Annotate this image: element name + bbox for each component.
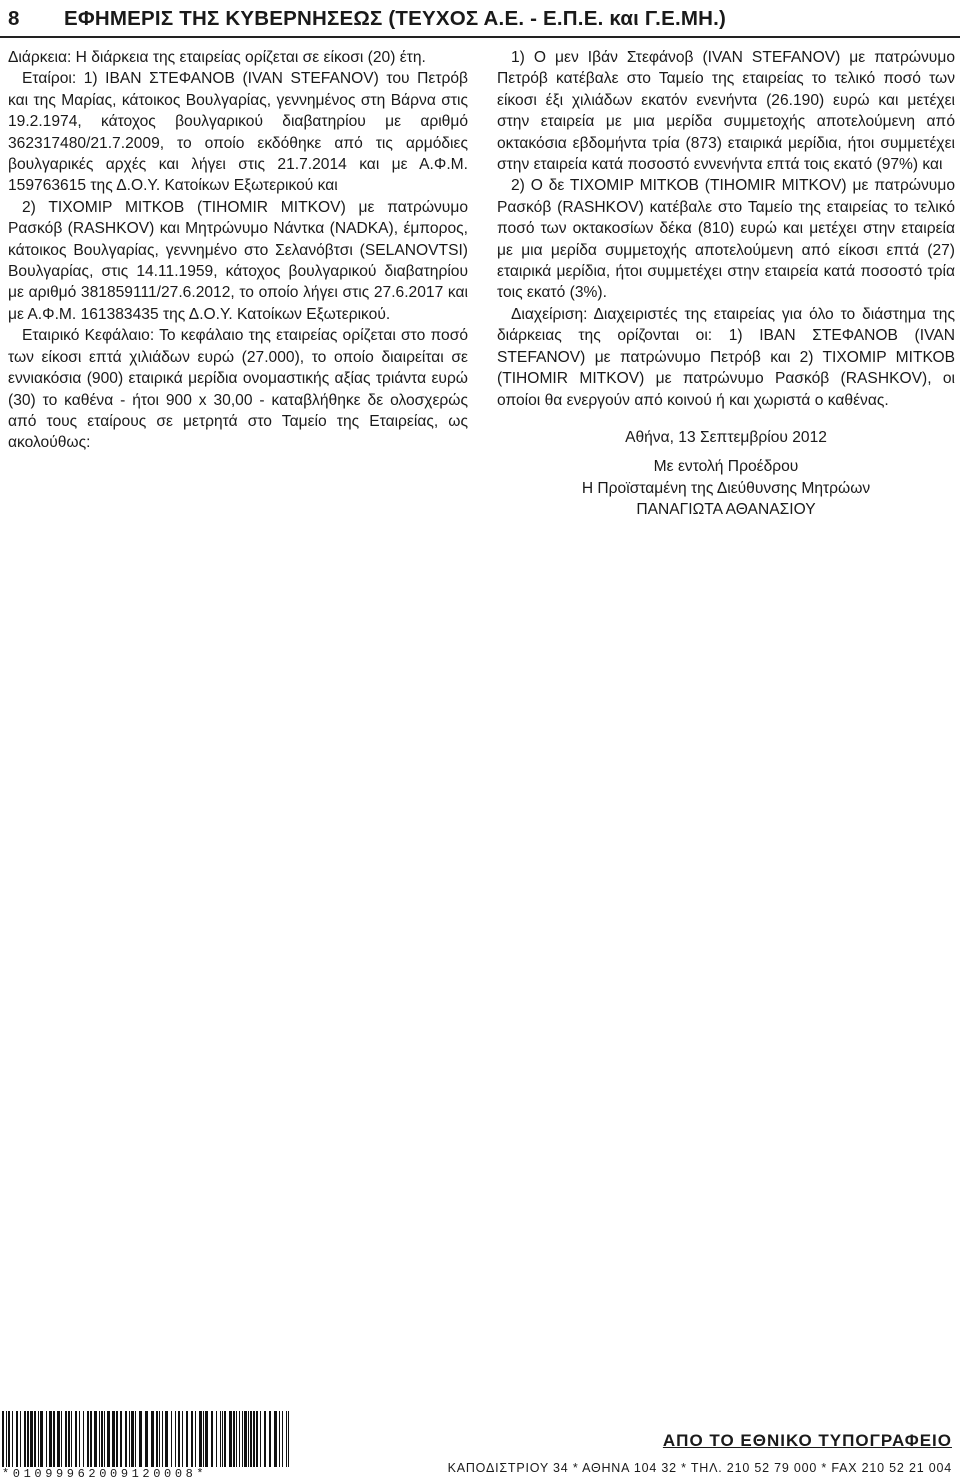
barcode-bar xyxy=(120,1411,122,1467)
barcode-bar xyxy=(20,1411,21,1467)
barcode-bar xyxy=(145,1411,148,1467)
barcode-bar xyxy=(286,1411,287,1467)
barcode-number: *01099962009120008* xyxy=(2,1467,208,1481)
page-number: 8 xyxy=(8,7,20,30)
order-line: Με εντολή Προέδρου xyxy=(653,458,799,476)
barcode-bar xyxy=(139,1411,142,1467)
barcode-bar xyxy=(107,1411,110,1467)
barcode-bar xyxy=(8,1411,10,1467)
printer-block xyxy=(448,1430,952,1476)
barcode-bar xyxy=(99,1411,100,1467)
barcode-bar xyxy=(159,1411,160,1467)
barcode xyxy=(2,1411,292,1467)
barcode-bar xyxy=(264,1411,266,1467)
barcode-bar xyxy=(30,1411,33,1467)
barcode-bar xyxy=(116,1411,118,1467)
barcode-bar xyxy=(68,1411,70,1467)
barcode-bar xyxy=(288,1411,289,1467)
barcode-bar xyxy=(244,1411,247,1467)
barcode-bar xyxy=(162,1411,163,1467)
barcode-bar xyxy=(182,1411,183,1467)
gazette-title: ΕΦΗΜΕΡΙΣ ΤΗΣ ΚΥΒΕΡΝΗΣΕΩΣ (ΤΕΥΧΟΣ Α.Ε. - Ε.Π.Ε. και Γ.Ε.ΜΗ.) xyxy=(64,7,727,30)
barcode-bar xyxy=(53,1411,55,1467)
barcode-bar xyxy=(279,1411,280,1467)
barcode-bar xyxy=(94,1411,97,1467)
place-date: Αθήνα, 13 Σεπτεμβρίου 2012 xyxy=(625,428,827,446)
barcode-bar xyxy=(233,1411,235,1467)
barcode-bar xyxy=(135,1411,136,1467)
barcode-bar xyxy=(71,1411,72,1467)
barcode-bar xyxy=(239,1411,240,1467)
barcode-bar xyxy=(242,1411,243,1467)
barcode-bar xyxy=(151,1411,154,1467)
barcode-bar xyxy=(256,1411,258,1467)
barcode-bar xyxy=(40,1411,43,1467)
barcode-bar xyxy=(229,1411,232,1467)
barcode-bar xyxy=(2,1411,4,1467)
header-divider xyxy=(0,36,960,38)
printer-address: ΚΑΠΟΔΙΣΤΡΙΟΥ 34 * ΑΘΗΝΑ 104 32 * ΤΗΛ. 210 52 79 000 * FAX 210 52 21 004 xyxy=(447,1461,952,1475)
barcode-bar xyxy=(90,1411,92,1467)
barcode-bar xyxy=(46,1411,47,1467)
barcode-bar xyxy=(199,1411,202,1467)
right-column xyxy=(497,47,955,521)
barcode-bar xyxy=(104,1411,105,1467)
barcode-bar xyxy=(175,1411,176,1467)
page-header xyxy=(8,4,952,34)
barcode-bar xyxy=(260,1411,261,1467)
barcode-bar xyxy=(34,1411,36,1467)
barcode-bar xyxy=(211,1411,213,1467)
barcode-bar xyxy=(129,1411,130,1467)
barcode-bar xyxy=(205,1411,208,1467)
barcode-bar xyxy=(282,1411,283,1467)
barcode-bar xyxy=(248,1411,249,1467)
barcode-bar xyxy=(24,1411,26,1467)
second-partner-paragraph: 2) ΤΙΧΟΜΙΡ ΜΙΤΚΟΒ (TIHOMIR MITKOV) με πατρώνυμο Ρασκόβ (RASHKOV) και Μητρώνυμο Νάντκα (NADKA), έμπορος, κάτοικος Βουλγαρίας, γεννημένο στο Σελανόβτσι (SELANOVTSI) Βουλγαρίας, στις 14.11.1959, κάτοχος βουλγαρικού διαβατηρίου με αριθμό 381859111/27.6.2012, το οποίο λήγει στις 27.6.2017 και με Α.Φ.Μ. 161383435 της Δ.Ο.Υ. Κατοίκων Εξωτερικού. xyxy=(8,198,468,323)
barcode-bar xyxy=(186,1411,188,1467)
barcode-bar xyxy=(171,1411,172,1467)
barcode-bar xyxy=(178,1411,180,1467)
barcode-bar xyxy=(195,1411,196,1467)
barcode-bar xyxy=(191,1411,193,1467)
barcode-bar xyxy=(131,1411,134,1467)
signatory-name: ΠΑΝΑΓΙΩΤΑ ΑΘΑΝΑΣΙΟΥ xyxy=(636,501,816,519)
barcode-bar xyxy=(156,1411,158,1467)
barcode-bar xyxy=(79,1411,80,1467)
barcode-bar xyxy=(250,1411,252,1467)
barcode-bar xyxy=(101,1411,103,1467)
barcode-bar xyxy=(236,1411,237,1467)
barcode-bar xyxy=(12,1411,13,1467)
barcode-bar xyxy=(224,1411,226,1467)
barcode-bar xyxy=(83,1411,84,1467)
barcode-bar xyxy=(6,1411,7,1467)
barcode-bar xyxy=(49,1411,52,1467)
barcode-bar xyxy=(220,1411,221,1467)
partners-paragraph: Εταίροι: 1) ΙΒΑΝ ΣΤΕΦΑΝΟΒ (IVAN STEFANOV) του Πετρόβ και της Μαρίας, κάτοικος Βουλγαρίας, γεννημένος στη Βάρνα στις 19.2.1974, κάτοχος βουλγαρικού διαβατηρίου με αριθμό 362317480/21.7.2009, το οποίο εκδόθηκε από τις αρμόδιες βουλγαρικές αρχές και λήγει στις 21.7.2014 και με Α.Φ.Μ. 159763615 της Δ.Ο.Υ. Κατοίκων Εξωτερικού και xyxy=(8,70,468,195)
signature-block xyxy=(497,427,955,521)
barcode-bar xyxy=(61,1411,62,1467)
printer-name: ΑΠΟ ΤΟ ΕΘΝΙΚΟ ΤΥΠΟΓΡΑΦΕΙΟ xyxy=(662,1431,952,1450)
barcode-bar xyxy=(16,1411,18,1467)
barcode-bar xyxy=(27,1411,29,1467)
barcode-bar xyxy=(87,1411,89,1467)
signatory-role: Η Προϊσταμένη της Διεύθυνσης Μητρώων xyxy=(581,479,871,497)
left-column xyxy=(8,47,468,454)
barcode-bar xyxy=(75,1411,77,1467)
barcode-bar xyxy=(125,1411,127,1467)
barcode-bar xyxy=(57,1411,60,1467)
barcode-bar xyxy=(112,1411,115,1467)
duration-paragraph: Διάρκεια: Η διάρκεια της εταιρείας ορίζεται σε είκοσι (20) έτη. xyxy=(8,49,426,66)
barcode-bar xyxy=(203,1411,204,1467)
barcode-bar xyxy=(274,1411,277,1467)
second-contribution-paragraph: 2) Ο δε ΤΙΧΟΜΙΡ ΜΙΤΚΟΒ (TIHOMIR MITKOV) με πατρώνυμο Ρασκόβ (RASHKOV) κατέβαλε στο Ταμείο της εταιρείας το τελικό ποσό των οκτακοσίων δέκα (810) ευρώ και μετέχει στην εταιρεία με μια μερίδα συμμετοχής αποτελούμενη από είκοσι επτά (27) εταιρικά μερίδια, ήτοι συμμετέχει στην εταιρεία κατά ποσοστό τρία τοις εκατό (3%). xyxy=(497,177,955,302)
first-contribution-paragraph: 1) Ο μεν Ιβάν Στεφάνοβ (IVAN STEFANOV) με πατρώνυμο Πετρόβ κατέβαλε στο Ταμείο της εταιρείας το τελικό ποσό των είκοσι έξι χιλιάδων εκατόν ενενήντα (26.190) ευρώ και μετέχει στην εταιρεία με μια μερίδα συμμετοχής αποτελούμενη από οκτακόσια εβδομήντα τρία (873) εταιρικά μερίδια, ήτοι συμμετέχει στην εταιρεία κατά ποσοστό εννενήντα επτά τοις εκατό (97%) και xyxy=(497,49,955,174)
barcode-bar xyxy=(222,1411,223,1467)
barcode-bar xyxy=(253,1411,255,1467)
capital-paragraph: Εταιρικό Κεφάλαιο: Το κεφάλαιο της εταιρείας ορίζεται στο ποσό των είκοσι επτά χιλιάδων ευρώ (27.000), το οποίο διαιρείται σε εννιακόσια (900) εταιρικά μερίδια ονομαστικής αξίας τριάντα ευρώ (30) το καθένα - ήτοι 900 x 30,00 - καταβλήθηκε δε ολοσχερώς από τους εταίρους σε μετρητά στο Ταμείο της Εταιρείας, ως ακολούθως: xyxy=(8,327,468,452)
barcode-bar xyxy=(269,1411,271,1467)
barcode-bar xyxy=(38,1411,39,1467)
management-paragraph: Διαχείριση: Διαχειριστές της εταιρείας για όλο το διάστημα της διάρκειας της ορίζονται οι: 1) ΙΒΑΝ ΣΤΕΦΑΝΟΒ (IVAN STEFANOV) με πατρώνυμο Πετρόβ και 2) ΤΙΧΟΜΙΡ ΜΙΤΚΟΒ (TIHOMIR MITKOV) με πατρώνυμο Ρασκόβ (RASHKOV), οι οποίοι θα ενεργούν από κοινού ή και χωριστά ο καθένας. xyxy=(497,305,955,409)
barcode-bar xyxy=(65,1411,67,1467)
barcode-bar xyxy=(216,1411,217,1467)
barcode-bar xyxy=(165,1411,168,1467)
